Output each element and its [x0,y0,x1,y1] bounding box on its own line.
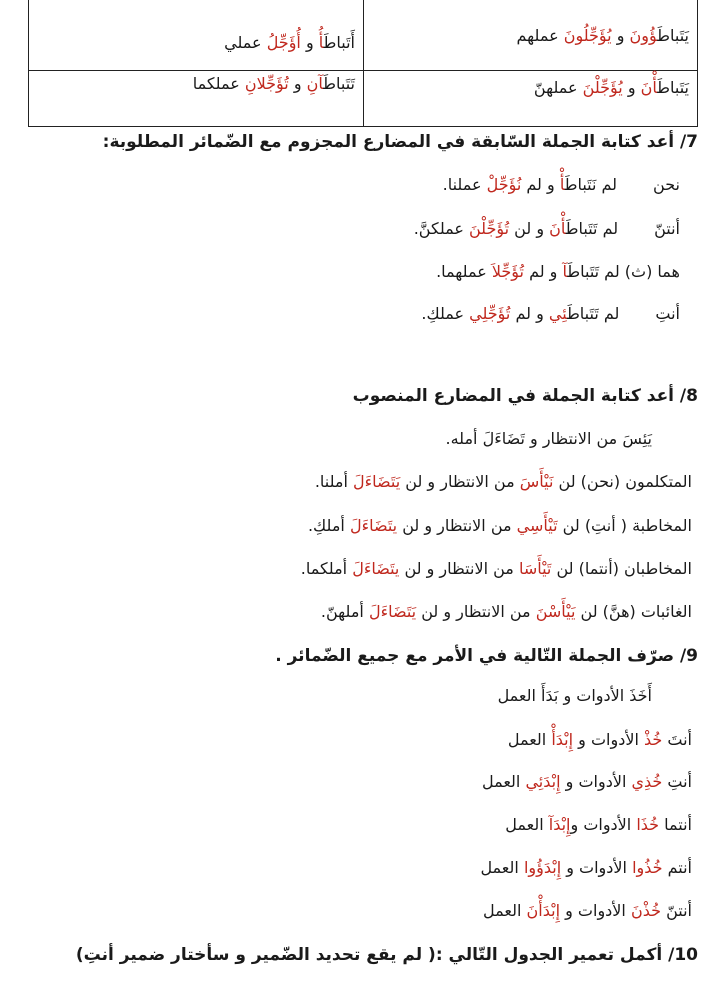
answer-highlight: نُؤَجِّلْ [486,175,522,194]
q7-line [414,218,680,240]
pronoun: أنتنّ [661,901,692,920]
answer-text: العمل [505,815,549,834]
conjugation-table [28,0,698,127]
cell-text-highlight: يُؤَجِّلْنَ [582,78,623,97]
question-10-title: 10/ أكمل تعمير الجدول التّالي :( لم يقع تحديد الضّمير و سأختار ضمير أنتِ) [75,945,698,965]
answer-text: لن [551,559,579,578]
table-cell [193,74,355,93]
answer-highlight: يتَضَاءَلَ [349,516,398,535]
table-cell [534,78,689,97]
answer-highlight: خُذِي [631,772,663,791]
question-7-title: 7/ أعد كتابة الجملة السّابقة في المضارع المجزوم مع الضّمائر المطلوبة: [102,132,698,152]
answer-text: عملنا. [442,175,487,194]
answer-highlight: إِبْدَأْ [551,730,574,749]
q9-line [480,857,692,879]
cell-text-highlight: آنِ [306,74,324,93]
q7-line [436,261,680,283]
answer-highlight: نَيْأَسَ [519,472,554,491]
answer-text: و لم [521,175,560,194]
q7-line [421,303,680,325]
cell-text: و [622,78,641,97]
answer-text: و لم [510,304,549,323]
cell-text: و [611,26,630,45]
pronoun: المخاطبان (أنتما) [578,559,692,578]
answer-text: الأدوات و [561,858,633,877]
pronoun: المتكلمون (نحن) [580,472,692,491]
q9-line [505,814,692,836]
answer-highlight: آ [562,262,568,281]
answer-highlight: تُؤَجِّلِي [469,304,511,323]
answer-text: عملهما. [436,262,492,281]
answer-text: من الانتظار و لن [397,516,517,535]
pronoun: المخاطبة ( أنتِ) [584,516,692,535]
answer-highlight: تُؤَجِّلْنَ [469,219,510,238]
pronoun: أنتم [662,858,692,877]
answer-text: العمل [483,901,527,920]
answer-highlight: يَتَضَاءَلَ [368,602,417,621]
answer-text: الأدوات و [560,901,631,920]
pronoun: هما (ث) [624,262,680,281]
cell-text: عملي [224,33,267,52]
q9-line [482,771,692,793]
table-cell [224,33,355,52]
q8-line [308,515,692,537]
answer-text: و لم [523,262,563,281]
answer-highlight: ئِي [548,304,568,323]
answer-text: لن [553,472,581,491]
table-cell [517,26,690,45]
answer-highlight: تُؤَجِّلاَ [491,262,524,281]
answer-text: أملكما. [300,559,353,578]
pronoun: أنتِ [655,304,680,323]
answer-highlight: يَيْأَسْنَ [535,602,576,621]
cell-text-highlight: أُؤَجِّلُ [266,33,301,52]
q8-line [315,471,692,493]
cell-text: و [300,33,319,52]
answer-highlight: أْ [559,175,565,194]
answer-text: من الانتظار و لن [416,602,536,621]
cell-text-highlight: تُؤَجِّلانِ [244,74,289,93]
pronoun: نحن [653,175,680,194]
cell-text: تَتَباطَ [323,74,355,93]
answer-text: من الانتظار و لن [400,472,520,491]
answer-highlight: خُذَا [636,815,660,834]
question-8-title: 8/ أعد كتابة الجملة في المضارع المنصوب [352,386,698,406]
answer-text: العمل [507,730,552,749]
cell-text: و [288,74,307,93]
answer-highlight: خُذْ [644,730,663,749]
cell-text-highlight: ؤُونَ [629,26,658,45]
answer-text: أملنا. [314,472,354,491]
answer-text: لن [557,516,585,535]
q8-line [321,601,692,623]
table-divider [29,70,697,71]
pronoun: الغائبات (هنَّ) [602,602,692,621]
answer-text: العمل [480,858,524,877]
q9-line [483,900,692,922]
cell-text: عملكما [192,74,245,93]
answer-text: عملكنَّ. [413,219,469,238]
answer-text: لم تَتَباطَ [565,219,619,238]
answer-text: الأدوات و [570,815,637,834]
pronoun: أنتَ [662,730,692,749]
q9-line [508,729,692,751]
question-9-title: 9/ صرّف الجملة التّالية في الأمر مع جميع الضّمائر . [275,646,698,666]
answer-text: العمل [481,772,526,791]
answer-highlight: إِبْدَآ [548,815,571,834]
cell-text: يَتَباطَ [657,78,689,97]
answer-highlight: يَتَضَاءَلَ [353,472,401,491]
answer-highlight: إِبْدَؤُوا [523,858,562,877]
cell-text: أَتَباطَ [323,33,355,52]
answer-highlight: إِبْدَأْنَ [526,901,561,920]
cell-text: عملهم [516,26,564,45]
answer-text: لن [575,602,603,621]
answer-text: من الانتظار و لن [399,559,519,578]
pronoun: أنتنّ [654,219,680,238]
answer-text: لم تَتَباطَ [567,262,625,281]
answer-highlight: أْنَ [549,219,566,238]
table-divider [363,0,364,126]
q7-line [443,174,680,196]
answer-highlight: إِبْدَئِي [525,772,561,791]
answer-text: الأدوات و [560,772,632,791]
q9-base-sentence: أَخَذَ الأدوات و بَدَأَ العمل [497,686,652,705]
answer-text: أملكِ. [307,516,350,535]
answer-text: لم تَتَباطَ [567,304,620,323]
answer-text: و لن [509,219,550,238]
q8-line [301,558,692,580]
answer-highlight: خُذْنَ [630,901,661,920]
cell-text: عملهنّ [533,78,583,97]
cell-text-highlight: أْنَ [640,78,658,97]
answer-text: عملكِ. [421,304,470,323]
answer-text: أملهنّ. [320,602,369,621]
answer-text: لم نَتَباطَ [564,175,618,194]
pronoun: أنتما [659,815,692,834]
answer-highlight: تَيْأَسِي [516,516,558,535]
cell-text-highlight: أُ [318,33,324,52]
answer-highlight: خُذُوا [632,858,663,877]
pronoun: أنتِ [662,772,692,791]
answer-highlight: يتَضَاءَلَ [352,559,400,578]
answer-highlight: تَيْأَسَا [518,559,552,578]
cell-text-highlight: يُؤَجِّلُونَ [563,26,612,45]
q8-base-sentence: يَئِسَ من الانتظار و تَضَاءَلَ أمله. [445,429,652,448]
cell-text: يَتَباطَ [657,26,689,45]
answer-text: الأدوات و [573,730,644,749]
